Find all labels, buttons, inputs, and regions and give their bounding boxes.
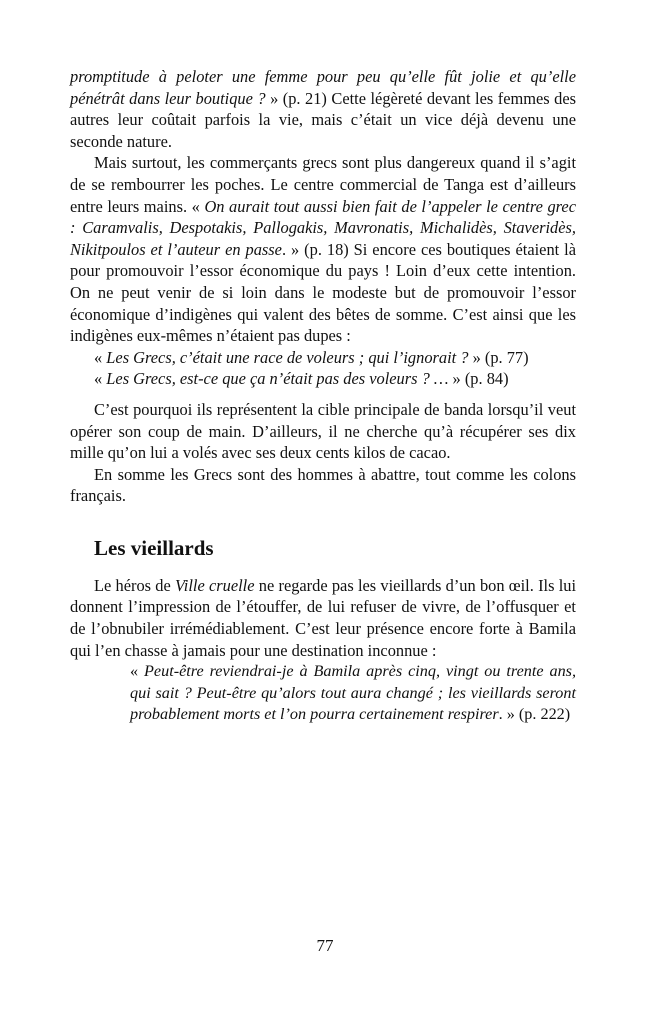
paragraph-1 [70, 66, 576, 152]
quote-1 [70, 347, 576, 369]
paragraph-5-text-a: Le héros de [94, 575, 176, 595]
quote-1-open: « [94, 347, 107, 367]
block-quote-open: « [130, 662, 145, 681]
page-number: 77 [316, 936, 334, 955]
quote-2-close: » (p. 84) [448, 369, 509, 389]
paragraph-2-text-b: . » (p. 18) Si encore ces boutiques étaient là pour promouvoir l’essor économique du pays ! Loin d’eux cette intention. On ne peut venir de si loin dans le modeste but de promouvoir l’essor économique d’indigènes qui valent des bêtes de somme. C’est ainsi que les indigènes eux-mêmes n’étaient pas dupes : [70, 239, 576, 346]
paragraph-5 [70, 575, 576, 661]
quote-2-open: « [94, 369, 107, 389]
quote-2-italic: Les Grecs, est-ce que ça n’était pas des voleurs ? … [106, 369, 449, 389]
paragraph-3: C’est pourquoi ils représentent la cible principale de banda lorsqu’il veut opérer son coup de main. D’ailleurs, il ne cherche qu’à récupérer ses dix mille qu’on lui a volés avec ses deux cents kilos de cacao. [70, 399, 576, 463]
paragraph-1-text: » (p. 21) Cette légèreté devant les femmes des autres leur coûtait parfois la vie, mais c’était un vice déjà devenu une seconde nature. [70, 88, 577, 151]
paragraph-5-italic: Ville cruelle [175, 575, 255, 595]
quote-2 [70, 368, 576, 390]
paragraph-4: En somme les Grecs sont des hommes à abattre, tout comme les colons français. [70, 464, 576, 506]
block-quote [130, 661, 576, 726]
paragraph-2-text-a: Mais surtout, les commerçants grecs sont plus dangereux quand il s’agit de se rembourrer les poches. Le centre commercial de Tanga est d’ailleurs entre leurs mains. « [70, 153, 576, 216]
page-body [70, 66, 576, 726]
quote-1-italic: Les Grecs, c’était une race de voleurs ; qui l’ignorait ? [106, 347, 469, 367]
block-quote-close: . » (p. 222) [498, 705, 571, 724]
quote-1-close: » (p. 77) [468, 347, 529, 367]
paragraph-5-text-b: ne regarde pas les vieillards d’un bon œil. Ils lui donnent l’impression de l’étouffer, de lui refuser de vivre, de l’offusquer et de l’obnubiler irrémédiablement. C’est leur présence encore forte à Bamila qui l’en chasse à jamais pour une destination inconnue : [70, 575, 577, 660]
section-heading: Les vieillards [94, 535, 214, 560]
paragraph-2 [70, 152, 576, 346]
paragraph-1-italic: promptitude à peloter une femme pour peu qu’elle fût jolie et qu’elle pénétrât dans leur boutique ? [70, 67, 576, 108]
block-quote-italic: Peut-être reviendrai-je à Bamila après cinq, vingt ou trente ans, qui sait ? Peut-être qu’alors tout aura changé ; les vieillards seront probablement morts et l’on pourra certainement respirer [130, 662, 577, 724]
paragraph-2-italic: On aurait tout aussi bien fait de l’appeler le centre grec : Caramvalis, Despotakis, Pallogakis, Mavronatis, Michalidès, Staveridès, Nikitpoulos et l’auteur en passe [70, 196, 576, 259]
